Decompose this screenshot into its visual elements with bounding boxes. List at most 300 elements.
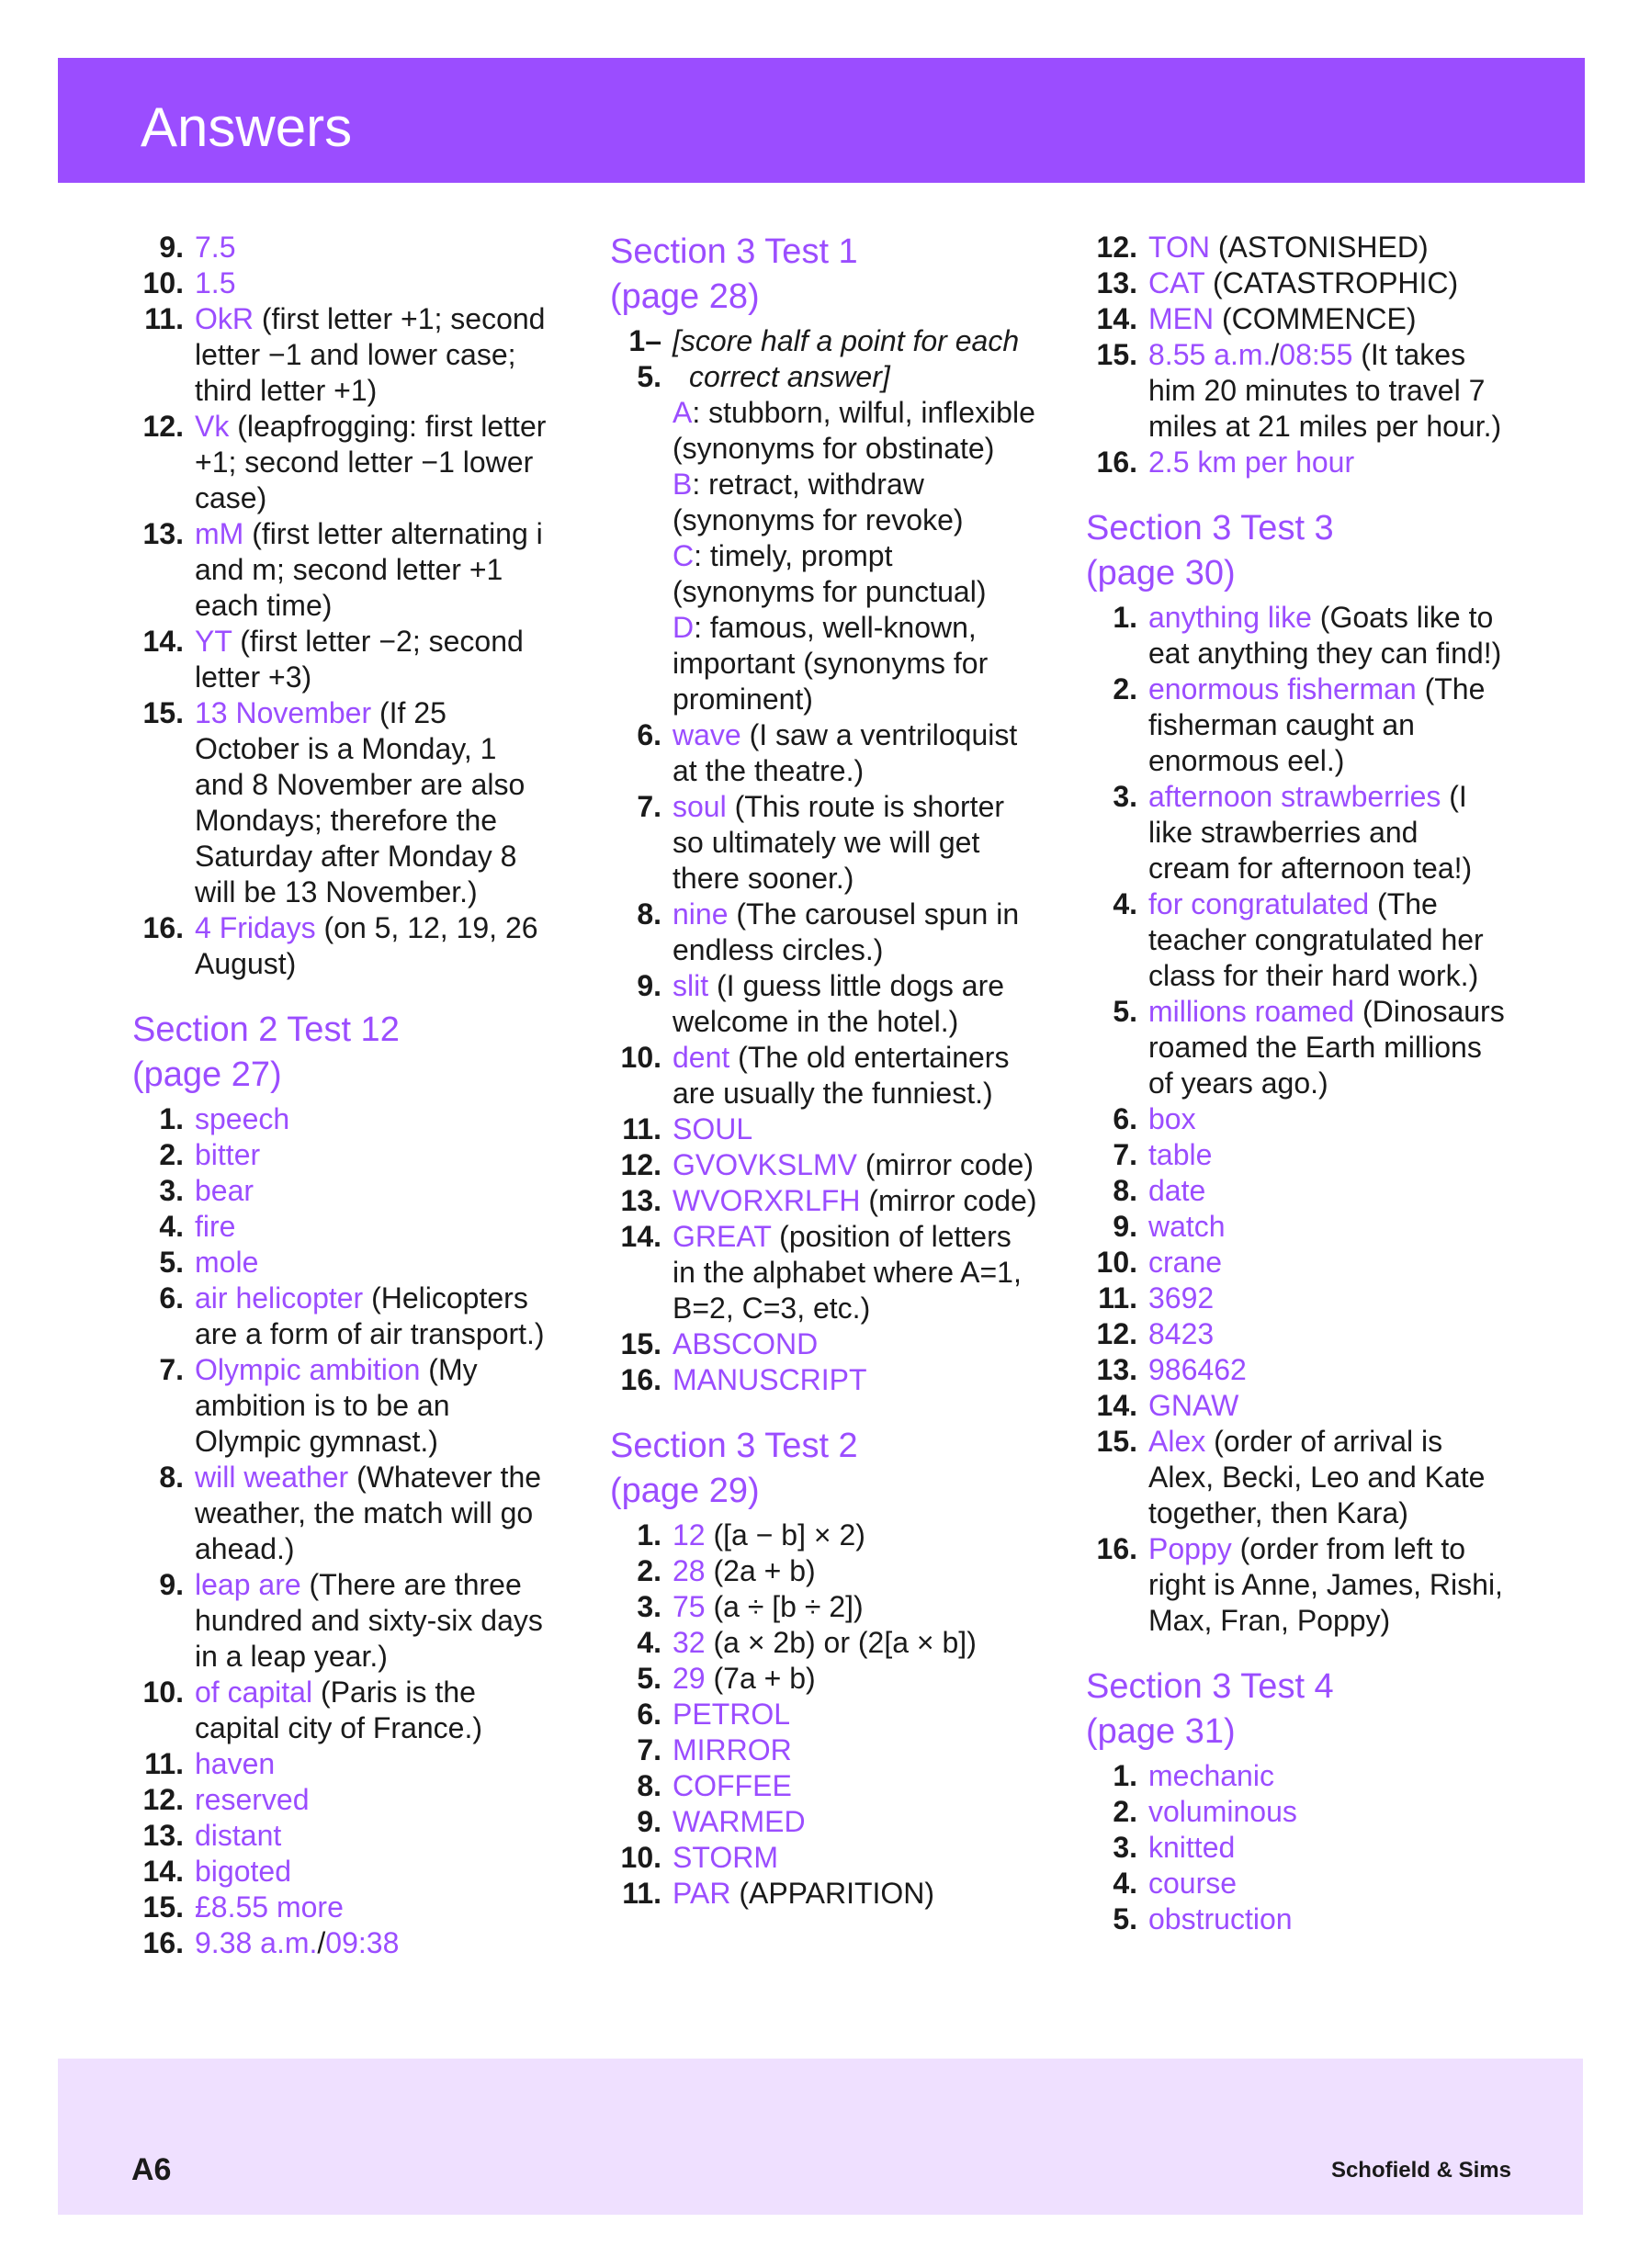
answer-text: mM xyxy=(195,517,244,550)
answer-text: mechanic xyxy=(1148,1759,1274,1792)
answer-text: 9.38 a.m. xyxy=(195,1926,318,1959)
answer-body xyxy=(673,1589,1038,1625)
answer-text: speech xyxy=(195,1102,290,1135)
answer-number: 14. xyxy=(142,625,184,658)
answer-number: 2. xyxy=(1113,1795,1137,1828)
answer-item xyxy=(606,1147,1038,1183)
answer-explanation: (first letter +1; second letter −1 and lower case; third letter +1) xyxy=(195,302,546,407)
answer-item xyxy=(1082,1830,1505,1866)
answer-number: 10. xyxy=(142,1676,184,1709)
answer-item xyxy=(606,789,1038,897)
answer-body xyxy=(673,1625,1038,1661)
answer-number: 16. xyxy=(142,911,184,944)
answer-number: 9. xyxy=(159,231,184,264)
answer-number: 4. xyxy=(637,1626,661,1659)
answer-text: nine xyxy=(673,897,729,931)
answer-body xyxy=(673,1804,1038,1840)
section-heading xyxy=(132,1008,551,1098)
answer-body xyxy=(673,717,1038,789)
answer-body xyxy=(1148,1424,1505,1531)
answer-item xyxy=(129,1352,551,1460)
answer-number: 10. xyxy=(142,266,184,299)
answer-text: 75 xyxy=(673,1590,706,1623)
answer-item xyxy=(129,1782,551,1818)
answer-explanation: (I like strawberries and cream for afternoon tea!) xyxy=(1148,780,1473,885)
answer-list xyxy=(1082,600,1505,1639)
answer-body xyxy=(673,1876,1038,1912)
page-number: A6 xyxy=(131,2152,172,2187)
answer-body xyxy=(195,1854,551,1890)
answer-item xyxy=(129,910,551,982)
section-page: (page 28) xyxy=(610,277,760,316)
answer-text: soul xyxy=(673,790,727,823)
answer-item xyxy=(129,1746,551,1782)
section-heading xyxy=(610,1424,1038,1514)
answer-body xyxy=(673,897,1038,968)
answer-item xyxy=(1082,337,1505,445)
answer-number: 14. xyxy=(620,1220,661,1253)
answer-item xyxy=(1082,230,1505,265)
sub-answer xyxy=(673,395,1038,467)
answer-item xyxy=(606,1219,1038,1326)
answer-number: 14. xyxy=(1096,302,1137,335)
answer-explanation: (ASTONISHED) xyxy=(1209,231,1429,264)
answer-item xyxy=(1082,1758,1505,1794)
answer-item xyxy=(129,1245,551,1281)
answer-list xyxy=(606,717,1038,1398)
answer-explanation: (My ambition is to be an Olympic gymnast.) xyxy=(195,1353,478,1458)
section-title: Section 3 Test 4 xyxy=(1086,1667,1334,1706)
answer-number: 2. xyxy=(637,1554,661,1587)
answer-item xyxy=(129,1890,551,1925)
sub-answer-text: : famous, well-known, important (synonyms for prominent) xyxy=(673,611,989,716)
answer-item xyxy=(606,1040,1038,1111)
column-2 xyxy=(606,230,1038,1912)
answer-text: afternoon strawberries xyxy=(1148,780,1441,813)
answer-item xyxy=(606,1518,1038,1553)
answer-text: air helicopter xyxy=(195,1281,364,1315)
answer-number: 7. xyxy=(637,1733,661,1766)
answer-number: 12. xyxy=(1096,231,1137,264)
answer-explanation: (I guess little dogs are welcome in the hotel.) xyxy=(673,969,1005,1038)
answer-explanation: (7a + b) xyxy=(705,1662,816,1695)
answer-text: course xyxy=(1148,1867,1238,1900)
answer-body xyxy=(1148,1137,1505,1173)
answer-explanation: (This route is shorter so ultimately we will get there sooner.) xyxy=(673,790,1005,895)
answer-text: CAT xyxy=(1148,266,1205,299)
answer-item xyxy=(1082,1866,1505,1901)
answer-body xyxy=(195,1101,551,1137)
answer-item xyxy=(1082,1245,1505,1281)
section-heading xyxy=(1086,506,1505,596)
answer-body xyxy=(1148,230,1505,265)
answer-number: 5. xyxy=(159,1246,184,1279)
answer-explanation: (a ÷ [b ÷ 2]) xyxy=(705,1590,864,1623)
answer-explanation: (I saw a ventriloquist at the theatre.) xyxy=(673,718,1018,787)
answer-item xyxy=(606,1589,1038,1625)
answer-explanation: (on 5, 12, 19, 26 August) xyxy=(195,911,538,980)
answer-list xyxy=(1082,1758,1505,1937)
answer-item xyxy=(1082,779,1505,886)
answer-number: 16. xyxy=(1096,1532,1137,1565)
answer-explanation: (first letter −2; second letter +3) xyxy=(195,625,524,694)
answer-item xyxy=(1082,1173,1505,1209)
answer-text: mole xyxy=(195,1246,259,1279)
footer-band xyxy=(58,2059,1583,2215)
answer-text: TON xyxy=(1148,231,1210,264)
answer-number: 8. xyxy=(1113,1174,1137,1207)
sub-answer-letter: A xyxy=(673,396,693,429)
answer-number: 13. xyxy=(620,1184,661,1217)
answer-number: 7. xyxy=(1113,1138,1137,1171)
answer-text: 12 xyxy=(673,1518,706,1551)
answer-text: watch xyxy=(1148,1210,1226,1243)
section-title: Section 3 Test 1 xyxy=(610,232,858,271)
answer-number: 15. xyxy=(142,696,184,729)
answer-text: MEN xyxy=(1148,302,1215,335)
answer-number: 6. xyxy=(159,1281,184,1315)
answer-body xyxy=(1148,1794,1505,1830)
answer-text: fire xyxy=(195,1210,236,1243)
answer-body xyxy=(195,1137,551,1173)
answer-item xyxy=(129,1173,551,1209)
section-page: (page 30) xyxy=(1086,554,1236,592)
answer-text: 29 xyxy=(673,1662,706,1695)
answer-number: 14. xyxy=(142,1855,184,1888)
answer-item xyxy=(1082,1531,1505,1639)
answer-text: distant xyxy=(195,1819,282,1852)
answer-body xyxy=(673,1147,1038,1183)
answer-list xyxy=(1082,230,1505,480)
answer-number: 12. xyxy=(620,1148,661,1181)
answer-text: GVOVKSLMV xyxy=(673,1148,857,1181)
answer-explanation: (2a + b) xyxy=(705,1554,816,1587)
answer-number: 11. xyxy=(622,1112,661,1145)
answer-text: millions roamed xyxy=(1148,995,1355,1028)
answer-body xyxy=(195,1782,551,1818)
answer-item xyxy=(129,265,551,301)
answer-text: wave xyxy=(673,718,741,751)
answer-text: YT xyxy=(195,625,232,658)
answer-text: anything like xyxy=(1148,601,1312,634)
answer-item xyxy=(606,1876,1038,1912)
answer-number: 1. xyxy=(1113,601,1137,634)
sub-answers xyxy=(673,395,1038,717)
answer-number: 1–5. xyxy=(628,324,661,393)
answer-body xyxy=(1148,1758,1505,1794)
answer-body xyxy=(195,1818,551,1854)
answer-item xyxy=(606,1362,1038,1398)
answer-text: WVORXRLFH xyxy=(673,1184,861,1217)
answer-text: SOUL xyxy=(673,1112,753,1145)
answer-body xyxy=(673,1518,1038,1553)
answer-number: 3. xyxy=(1113,780,1137,813)
answer-text: 2.5 km per hour xyxy=(1148,446,1355,479)
answer-item xyxy=(1082,1794,1505,1830)
answer-text: 13 November xyxy=(195,696,372,729)
answer-item xyxy=(129,1818,551,1854)
column-1 xyxy=(129,230,551,1961)
answer-number: 1. xyxy=(1113,1759,1137,1792)
answer-body xyxy=(1148,1281,1505,1316)
answer-text: dent xyxy=(673,1041,730,1074)
answer-item xyxy=(1082,1316,1505,1352)
answer-number: 8. xyxy=(159,1461,184,1494)
answer-number: 5. xyxy=(637,1662,661,1695)
answer-explanation: (Dinosaurs roamed the Earth millions of years ago.) xyxy=(1148,995,1505,1100)
answer-body xyxy=(195,1567,551,1675)
answer-body xyxy=(673,1183,1038,1219)
answer-item xyxy=(1082,1352,1505,1388)
answer-item xyxy=(129,624,551,695)
answer-body xyxy=(1148,1173,1505,1209)
answer-item xyxy=(129,1209,551,1245)
answer-item xyxy=(129,695,551,910)
answer-body xyxy=(195,1352,551,1460)
answer-explanation: (Whatever the weather, the match will go ahead.) xyxy=(195,1461,542,1565)
sub-answer-text: : retract, withdraw (synonyms for revoke) xyxy=(673,468,964,536)
answer-body xyxy=(195,1675,551,1746)
answer-body xyxy=(1148,1901,1505,1937)
answer-body xyxy=(195,1890,551,1925)
answer-explanation: (mirror code) xyxy=(860,1184,1037,1217)
answer-number: 11. xyxy=(1098,1281,1137,1315)
answer-explanation: (mirror code) xyxy=(856,1148,1034,1181)
answer-explanation: (There are three hundred and sixty-six days in a leap year.) xyxy=(195,1568,543,1673)
answer-text: voluminous xyxy=(1148,1795,1297,1828)
answer-number: 11. xyxy=(144,1747,184,1780)
answer-body xyxy=(195,1245,551,1281)
answer-number: 8. xyxy=(637,897,661,931)
answer-body xyxy=(1148,671,1505,779)
answer-number: 16. xyxy=(142,1926,184,1959)
answer-body xyxy=(1148,301,1505,337)
answer-body xyxy=(195,695,551,910)
answer-text: leap are xyxy=(195,1568,301,1601)
answer-body xyxy=(673,1840,1038,1876)
answer-text: 3692 xyxy=(1148,1281,1215,1315)
answer-number: 12. xyxy=(142,1783,184,1816)
answer-text: bigoted xyxy=(195,1855,291,1888)
answer-body xyxy=(1148,600,1505,671)
answer-text: Vk xyxy=(195,410,230,443)
answer-list xyxy=(129,1101,551,1961)
answer-item xyxy=(1082,1281,1505,1316)
answer-explanation: (CATASTROPHIC) xyxy=(1204,266,1459,299)
answer-number: 9. xyxy=(637,1805,661,1838)
answer-explanation: (first letter alternating i and m; second letter +1 each time) xyxy=(195,517,543,622)
answer-explanation: (The fisherman caught an enormous eel.) xyxy=(1148,672,1486,777)
answer-item xyxy=(129,516,551,624)
answer-number: 6. xyxy=(1113,1102,1137,1135)
answer-number: 3. xyxy=(1113,1831,1137,1864)
answer-item xyxy=(129,1101,551,1137)
answer-item xyxy=(1082,1101,1505,1137)
answer-item xyxy=(129,301,551,409)
answer-number: 12. xyxy=(142,410,184,443)
scoring-note: [score half a point for each correct answer] xyxy=(673,324,1020,393)
answer-text: 8.55 a.m. xyxy=(1148,338,1272,371)
answer-body xyxy=(1148,1101,1505,1137)
answer-item xyxy=(1082,1388,1505,1424)
answer-item xyxy=(129,1281,551,1352)
answer-explanation: ([a − b] × 2) xyxy=(705,1518,865,1551)
answer-item xyxy=(606,1661,1038,1697)
answer-explanation: (The carousel spun in endless circles.) xyxy=(673,897,1020,966)
answer-body xyxy=(673,1040,1038,1111)
answer-text: £8.55 more xyxy=(195,1890,344,1924)
answer-body xyxy=(673,1732,1038,1768)
answer-item xyxy=(129,1460,551,1567)
answer-text: GNAW xyxy=(1148,1389,1239,1422)
answer-body xyxy=(195,516,551,624)
answer-item xyxy=(129,1567,551,1675)
answer-number: 9. xyxy=(159,1568,184,1601)
answer-number: 3. xyxy=(159,1174,184,1207)
section-heading xyxy=(610,230,1038,320)
answer-text: OkR xyxy=(195,302,254,335)
answer-body xyxy=(1148,1352,1505,1388)
answer-text: STORM xyxy=(673,1841,778,1874)
answer-explanation: (Paris is the capital city of France.) xyxy=(195,1676,482,1744)
answer-item xyxy=(606,1111,1038,1147)
answer-item xyxy=(1082,301,1505,337)
sub-answer-text: : timely, prompt (synonyms for punctual) xyxy=(673,539,987,608)
answer-explanation: (position of letters in the alphabet where A=1, B=2, C=3, etc.) xyxy=(673,1220,1022,1325)
answer-body xyxy=(673,323,1038,717)
answer-body xyxy=(1148,265,1505,301)
answer-number: 15. xyxy=(1096,338,1137,371)
answer-number: 11. xyxy=(144,302,184,335)
answer-item xyxy=(1082,1424,1505,1531)
answer-number: 13. xyxy=(142,1819,184,1852)
answer-body xyxy=(1148,1316,1505,1352)
answer-explanation: (The teacher congratulated her class for their hard work.) xyxy=(1148,887,1484,992)
answer-text: MANUSCRIPT xyxy=(673,1363,867,1396)
answer-body xyxy=(1148,1245,1505,1281)
answer-body xyxy=(673,1768,1038,1804)
answer-text: PAR xyxy=(673,1877,731,1910)
answer-number: 9. xyxy=(1113,1210,1137,1243)
answer-text: MIRROR xyxy=(673,1733,792,1766)
answer-item xyxy=(129,1925,551,1961)
answer-item xyxy=(606,1804,1038,1840)
answer-text-alt: 08:55 xyxy=(1279,338,1353,371)
answer-text: bitter xyxy=(195,1138,261,1171)
answer-text: date xyxy=(1148,1174,1206,1207)
answer-body xyxy=(673,789,1038,897)
answer-item xyxy=(1082,886,1505,994)
section-title: Section 3 Test 3 xyxy=(1086,509,1334,547)
answer-number: 11. xyxy=(622,1877,661,1910)
answer-number: 13. xyxy=(1096,1353,1137,1386)
answer-body xyxy=(195,1281,551,1352)
answer-number: 15. xyxy=(1096,1425,1137,1458)
answer-body xyxy=(195,409,551,516)
answer-body xyxy=(673,1326,1038,1362)
answer-item xyxy=(1082,994,1505,1101)
answer-number: 7. xyxy=(637,790,661,823)
answer-body xyxy=(673,1362,1038,1398)
sub-answer-letter: B xyxy=(673,468,693,501)
answer-item xyxy=(1082,265,1505,301)
answer-number: 1. xyxy=(637,1518,661,1551)
answer-text: for congratulated xyxy=(1148,887,1370,920)
answer-text: Olympic ambition xyxy=(195,1353,421,1386)
answer-body xyxy=(1148,1830,1505,1866)
answer-number: 16. xyxy=(1096,446,1137,479)
answer-text-alt: 09:38 xyxy=(325,1926,400,1959)
answer-number: 10. xyxy=(620,1841,661,1874)
answer-number: 4. xyxy=(159,1210,184,1243)
answer-text: 28 xyxy=(673,1554,706,1587)
answer-body xyxy=(1148,779,1505,886)
answer-number: 2. xyxy=(159,1138,184,1171)
answer-item xyxy=(129,409,551,516)
answer-explanation: (Goats like to eat anything they can find!) xyxy=(1148,601,1502,670)
answer-text: haven xyxy=(195,1747,276,1780)
answer-text: COFFEE xyxy=(673,1769,792,1802)
answer-number: 13. xyxy=(1096,266,1137,299)
answer-body xyxy=(1148,1531,1505,1639)
answer-text: bear xyxy=(195,1174,254,1207)
section-heading xyxy=(1086,1664,1505,1755)
answer-text: ABSCOND xyxy=(673,1327,819,1360)
answer-number: 13. xyxy=(142,517,184,550)
answer-explanation: (a × 2b) or (2[a × b]) xyxy=(705,1626,977,1659)
answer-body xyxy=(195,1925,551,1961)
answer-item xyxy=(606,1553,1038,1589)
answer-explanation: / xyxy=(317,1926,326,1959)
answer-item xyxy=(606,1840,1038,1876)
section-title: Section 2 Test 12 xyxy=(132,1010,400,1049)
answer-body xyxy=(673,1553,1038,1589)
answer-text: crane xyxy=(1148,1246,1223,1279)
answer-text: will weather xyxy=(195,1461,349,1494)
sub-answer xyxy=(673,467,1038,538)
answer-item xyxy=(606,1326,1038,1362)
answer-text: of capital xyxy=(195,1676,313,1709)
answer-number: 16. xyxy=(620,1363,661,1396)
sub-answer-letter: C xyxy=(673,539,695,572)
header-banner xyxy=(58,58,1585,183)
answer-body xyxy=(673,968,1038,1040)
answer-text: enormous fisherman xyxy=(1148,672,1417,705)
answer-text: 1.5 xyxy=(195,266,236,299)
section-title: Section 3 Test 2 xyxy=(610,1427,858,1465)
answer-number: 15. xyxy=(620,1327,661,1360)
answer-body xyxy=(195,1746,551,1782)
answer-text: PETROL xyxy=(673,1698,791,1731)
answer-body xyxy=(673,1697,1038,1732)
answer-explanation: (The old entertainers are usually the funniest.) xyxy=(673,1041,1010,1110)
answer-text: WARMED xyxy=(673,1805,806,1838)
answer-explanation: (COMMENCE) xyxy=(1214,302,1417,335)
answer-item xyxy=(606,968,1038,1040)
answer-text: GREAT xyxy=(673,1220,772,1253)
section-page: (page 31) xyxy=(1086,1712,1236,1751)
answer-number: 3. xyxy=(637,1590,661,1623)
sub-answer xyxy=(673,538,1038,610)
answer-explanation: / xyxy=(1271,338,1280,371)
sub-answer-text: : stubborn, wilful, inflexible (synonyms for obstinate) xyxy=(673,396,1035,465)
answer-explanation: (order from left to right is Anne, James, Rishi, Max, Fran, Poppy) xyxy=(1148,1532,1503,1637)
answer-item xyxy=(606,897,1038,968)
answer-body xyxy=(673,1219,1038,1326)
answer-item xyxy=(606,1732,1038,1768)
sub-answer xyxy=(673,610,1038,717)
answer-body xyxy=(195,265,551,301)
